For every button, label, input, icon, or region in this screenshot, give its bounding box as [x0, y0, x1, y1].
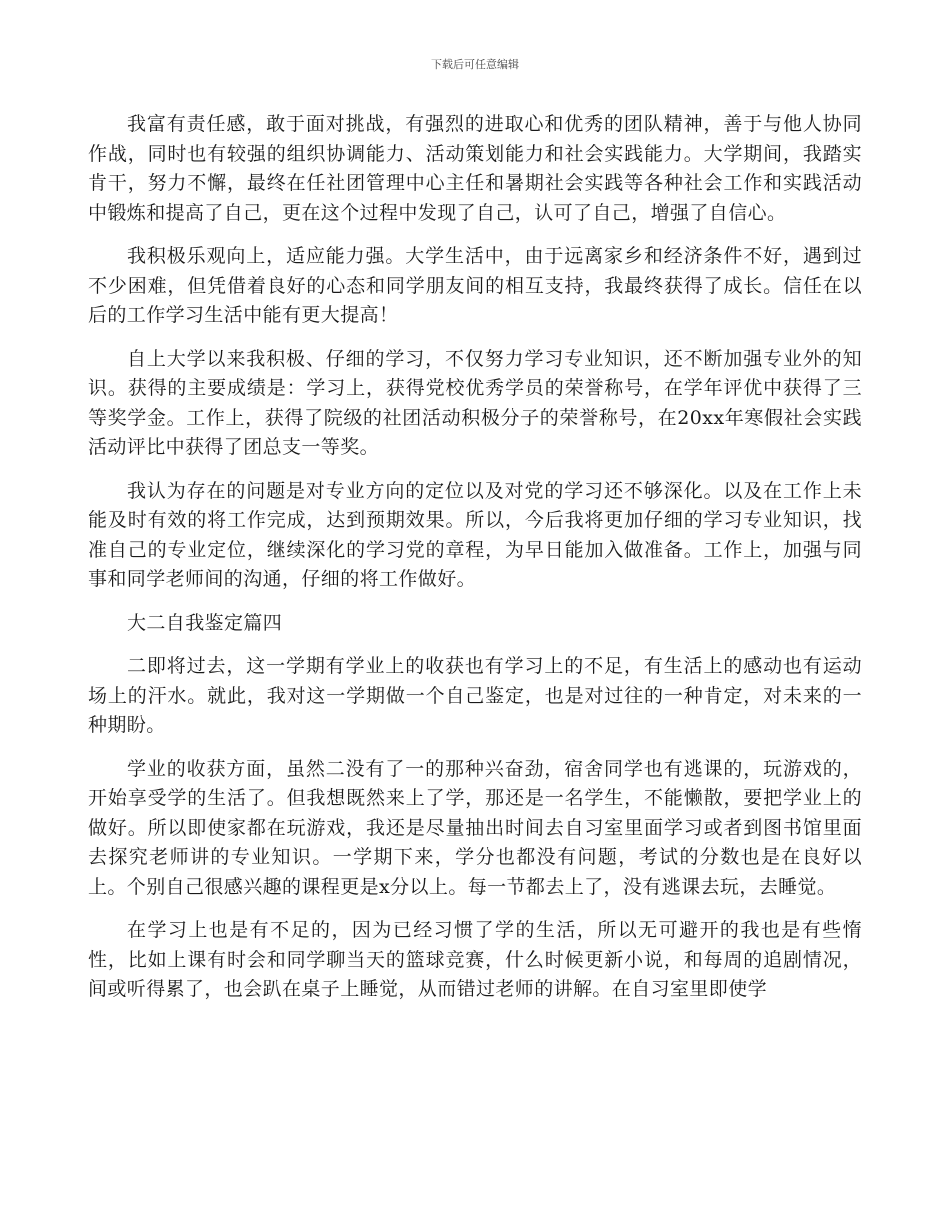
paragraph-achievements: 自上大学以来我积极、仔细的学习，不仅努力学习专业知识，还不断加强专业外的知识。获得的主要成绩是：学习上，获得党校优秀学员的荣誉称号，在学年评优中获得了三等奖学金。工作上，获得了院级的社团活动积极分子的荣誉称号，在20xx年寒假社会实践活动评比中获得了团总支一等奖。	[88, 347, 862, 458]
paragraph-responsibility: 我富有责任感，敢于面对挑战，有强烈的进取心和优秀的团队精神，善于与他人协同作战，同时也有较强的组织协调能力、活动策划能力和社会实践能力。大学期间，我踏实肯干，努力不懈，最终在任社团管理中心主任和暑期社会实践等各种社会工作和实践活动中锻炼和提高了自己，更在这个过程中发现了自己，认可了自己，增强了自信心。	[88, 113, 862, 224]
paragraph-problems: 我认为存在的问题是对专业方向的定位以及对党的学习还不够深化。以及在工作上未能及时有效的将工作完成，达到预期效果。所以，今后我将更加仔细的学习专业知识，找准自己的专业定位，继续深化的学习党的章程，为早日能加入做准备。工作上，加强与同事和同学老师间的沟通，仔细的将工作做好。	[88, 479, 862, 590]
paragraph-shortcomings: 在学习上也是有不足的，因为已经习惯了学的生活，所以无可避开的我也是有些惰性，比如上课有时会和同学聊当天的篮球竞赛，什么时候更新小说，和每周的追剧情况，间或听得累了，也会趴在桌子上睡觉，从而错过老师的讲解。在自习室里即使学	[88, 919, 862, 1000]
document-body	[88, 110, 862, 1019]
paragraph-academic-gains: 学业的收获方面，虽然二没有了一的那种兴奋劲，宿舍同学也有逃课的，玩游戏的，开始享受学的生活了。但我想既然来上了学，那还是一名学生，不能懒散，要把学业上的做好。所以即使家都在玩游戏，我还是尽量抽出时间去自习室里面学习或者到图书馆里面去探究老师讲的专业知识。一学期下来，学分也都没有问题，考试的分数也是在良好以上。个别自己很感兴趣的课程更是x分以上。每一节都去上了，没有逃课去玩，去睡觉。	[88, 757, 862, 898]
paragraph-optimism: 我积极乐观向上，适应能力强。大学生活中，由于远离家乡和经济条件不好，遇到过不少困难，但凭借着良好的心态和同学朋友间的相互支持，我最终获得了成长。信任在以后的工作学习生活中能有更大提高！	[88, 245, 862, 326]
page-header: 下载后可任意编辑	[431, 58, 519, 71]
section-heading: 大二自我鉴定篇四	[127, 611, 283, 634]
paragraph-semester-intro: 二即将过去，这一学期有学业上的收获也有学习上的不足，有生活上的感动也有运动场上的汗水。就此，我对这一学期做一个自己鉴定，也是对过往的一种肯定，对未来的一种期盼。	[88, 655, 862, 736]
